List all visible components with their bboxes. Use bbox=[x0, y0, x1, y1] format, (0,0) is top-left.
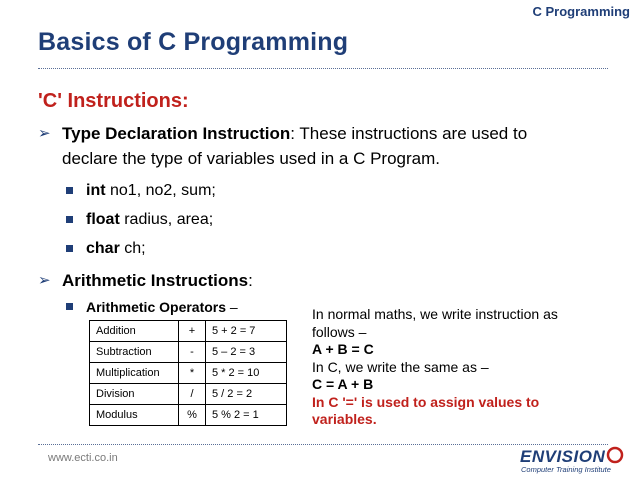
logo-ring bbox=[608, 448, 622, 462]
logo-text: ENVISION bbox=[520, 447, 606, 466]
bullet-type-declaration bbox=[38, 121, 622, 171]
arithmetic-operators-heading bbox=[66, 297, 238, 317]
bullet-arithmetic bbox=[38, 268, 253, 293]
logo-tagline: Computer Training Institute bbox=[521, 465, 611, 474]
square-bullet-icon bbox=[66, 216, 73, 223]
note-equation: A + B = C bbox=[312, 341, 374, 357]
type-declaration-label: Type Declaration Instruction bbox=[62, 124, 291, 143]
operator-example: 5 – 2 = 3 bbox=[206, 342, 287, 363]
operator-name: Division bbox=[90, 384, 179, 405]
operator-symbol: / bbox=[179, 384, 206, 405]
operators-table bbox=[89, 320, 287, 426]
envision-logo bbox=[518, 444, 626, 474]
keyword: char bbox=[86, 240, 120, 257]
example-int bbox=[66, 180, 216, 202]
example-char bbox=[66, 238, 146, 260]
table-row bbox=[90, 342, 287, 363]
table-row bbox=[90, 363, 287, 384]
title-divider bbox=[38, 68, 608, 69]
operator-name: Multiplication bbox=[90, 363, 179, 384]
table-row bbox=[90, 405, 287, 426]
table-row bbox=[90, 384, 287, 405]
declaration-text: no1, no2, sum; bbox=[105, 182, 216, 199]
note-line: In C, we write the same as – bbox=[312, 358, 489, 375]
keyword: int bbox=[86, 182, 106, 199]
slide-title: Basics of C Programming bbox=[38, 28, 349, 56]
table-row bbox=[90, 321, 287, 342]
square-bullet-icon bbox=[66, 245, 73, 252]
operator-name: Modulus bbox=[90, 405, 179, 426]
operators-label: Arithmetic Operators bbox=[86, 299, 227, 315]
operator-symbol: % bbox=[179, 405, 206, 426]
square-bullet-icon bbox=[66, 187, 73, 194]
arrow-bullet-icon: ➢ bbox=[38, 125, 51, 142]
operator-example: 5 / 2 = 2 bbox=[206, 384, 287, 405]
declaration-text: radius, area; bbox=[119, 211, 214, 228]
operator-symbol: * bbox=[179, 363, 206, 384]
note-equation: C = A + B bbox=[312, 376, 374, 392]
operator-name: Subtraction bbox=[90, 342, 179, 363]
note-line: In normal maths, we write instruction as bbox=[312, 306, 558, 322]
note-highlight: variables. bbox=[312, 411, 377, 427]
example-float bbox=[66, 209, 213, 231]
note-line: follows – bbox=[312, 323, 367, 340]
envision-logo-icon bbox=[518, 444, 626, 474]
type-declaration-text: : These instructions are used to bbox=[290, 124, 528, 143]
note-highlight: In C '=' is used to assign values to bbox=[312, 393, 540, 410]
arithmetic-suffix: : bbox=[248, 271, 253, 290]
operator-symbol: - bbox=[179, 342, 206, 363]
operator-example: 5 % 2 = 1 bbox=[206, 405, 287, 426]
arrow-bullet-icon: ➢ bbox=[38, 272, 51, 289]
operator-symbol: + bbox=[179, 321, 206, 342]
declaration-text: ch; bbox=[119, 240, 146, 257]
keyword: float bbox=[86, 211, 120, 228]
operator-name: Addition bbox=[90, 321, 179, 342]
square-bullet-icon bbox=[66, 303, 73, 310]
arithmetic-label: Arithmetic Instructions bbox=[62, 271, 249, 290]
header-tag: C Programming bbox=[532, 4, 630, 19]
footer-url: www.ecti.co.in bbox=[48, 452, 118, 464]
section-heading: 'C' Instructions: bbox=[38, 90, 189, 112]
type-declaration-text-2: declare the type of variables used in a C Program. bbox=[62, 149, 440, 168]
operators-dash: – bbox=[226, 299, 238, 315]
operator-example: 5 * 2 = 10 bbox=[206, 363, 287, 384]
assignment-note bbox=[312, 306, 612, 429]
operator-example: 5 + 2 = 7 bbox=[206, 321, 287, 342]
